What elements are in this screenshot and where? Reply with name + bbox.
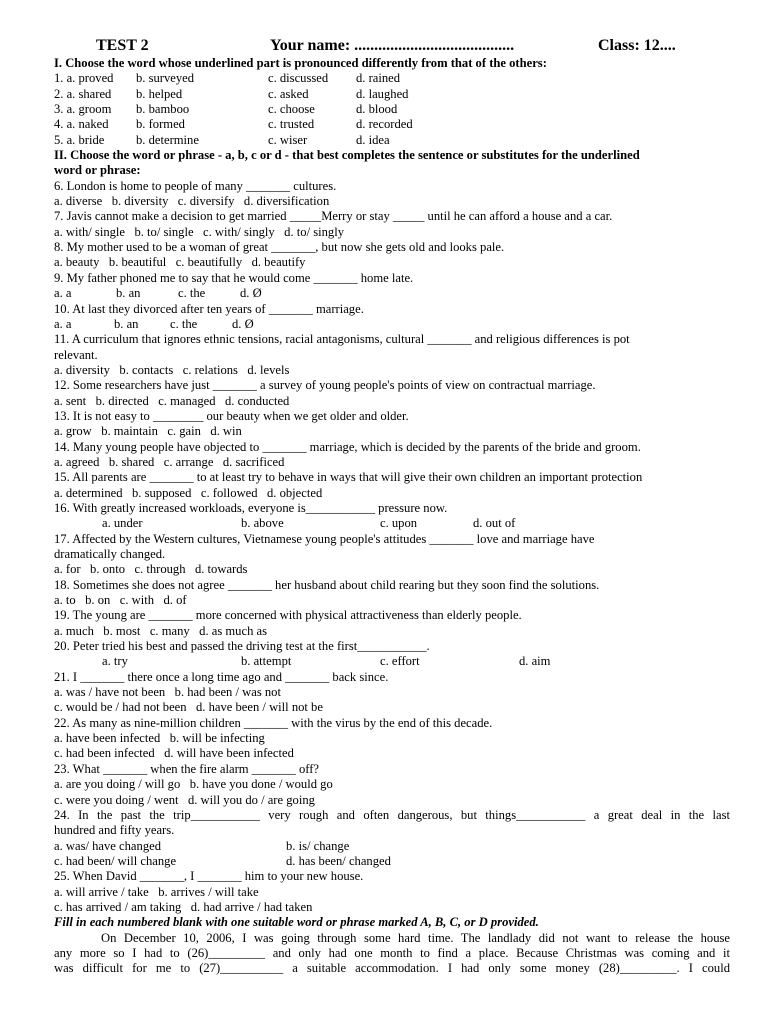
- question-line: 17. Affected by the Western cultures, Vietnamese young people's attitudes _______ love and marriage have: [54, 531, 595, 546]
- options-row: [54, 516, 730, 531]
- answer-option: b. an: [116, 286, 141, 301]
- question-line: 16. With greatly increased workloads, everyone is___________ pressure now.: [54, 500, 448, 515]
- answer-option: b. above: [241, 516, 284, 531]
- question-line: a. sent b. directed c. managed d. conducted: [54, 393, 290, 408]
- question-line: 20. Peter tried his best and passed the driving test at the first___________.: [54, 639, 430, 654]
- options-row: [54, 317, 730, 332]
- phonetics-option: d. rained: [356, 71, 401, 86]
- question-line: 22. As many as nine-million children _______ with the virus by the end of this decade.: [54, 715, 493, 730]
- question-line: 8. My mother used to be a woman of great _______, but now she gets old and looks pale.: [54, 240, 505, 255]
- question-line: a. much b. most c. many d. as much as: [54, 623, 268, 638]
- question-line: a. for b. onto c. through d. towards: [54, 562, 248, 577]
- question-line: 10. At last they divorced after ten years of _______ marriage.: [54, 301, 364, 316]
- question-line: 13. It is not easy to ________ our beauty when we get older and older.: [54, 408, 409, 423]
- question-line: a. diverse b. diversity c. diversify d. diversification: [54, 194, 330, 209]
- question-line: c. had been infected d. will have been infected: [54, 746, 294, 761]
- question-line: hundred and fifty years.: [54, 823, 175, 838]
- section2-title-2: word or phrase:: [54, 163, 141, 178]
- answer-option: a. a: [54, 316, 72, 331]
- question-line: c. has arrived / am taking d. had arrive / had taken: [54, 899, 313, 914]
- phonetics-question: [54, 133, 730, 148]
- phonetics-option: c. asked: [268, 86, 309, 101]
- phonetics-option: b. surveyed: [136, 71, 195, 86]
- answer-option: a. try: [102, 654, 128, 669]
- phonetics-option: b. bamboo: [136, 102, 190, 117]
- answer-option: d. aim: [519, 654, 551, 669]
- phonetics-question: [54, 87, 730, 102]
- question-line: 18. Sometimes she does not agree _______ her husband about child rearing but they soon find the solutions.: [54, 577, 600, 592]
- question-line: 7. Javis cannot make a decision to get married _____Merry or stay _____ until he can afford a house and a car.: [54, 209, 613, 224]
- answer-option: d. Ø: [232, 316, 254, 331]
- answer-option: c. had been/ will change: [54, 853, 177, 868]
- question-line: 12. Some researchers have just _______ a survey of young people's points of view on contractual marriage.: [54, 378, 596, 393]
- options-row: [54, 854, 730, 869]
- question-line: 25. When David _______, I _______ him to your new house.: [54, 869, 364, 884]
- passage-line-3: was difficult for me to (27)__________ a suitable accommodation. I had only some money (28)_________. I could: [54, 961, 730, 976]
- question-line: relevant.: [54, 347, 98, 362]
- question-line: 6. London is home to people of many _______ cultures.: [54, 178, 337, 193]
- class-field: Class: 12....: [598, 37, 676, 54]
- section1-questions: [54, 71, 730, 148]
- question-line: a. have been infected b. will be infecting: [54, 731, 265, 746]
- answer-option: d. out of: [473, 516, 516, 531]
- answer-option: a. a: [54, 286, 72, 301]
- answer-option: b. is/ change: [286, 838, 350, 853]
- answer-option: c. the: [178, 286, 206, 301]
- answer-option: b. an: [114, 316, 139, 331]
- question-line: a. will arrive / take b. arrives / will take: [54, 884, 259, 899]
- name-field: Your name: ........................................: [270, 37, 515, 54]
- phonetics-option: d. blood: [356, 102, 398, 117]
- phonetics-option: c. choose: [268, 102, 315, 117]
- passage-line-1: On December 10, 2006, I was going through some hard time. The landlady did not want to release the house: [101, 930, 730, 945]
- question-line: 11. A curriculum that ignores ethnic tensions, racial antagonisms, cultural _______ and religious differences is pot: [54, 332, 630, 347]
- phonetics-option: c. discussed: [268, 71, 329, 86]
- phonetics-option: 4. a. naked: [54, 117, 109, 132]
- question-line: 23. What _______ when the fire alarm _______ off?: [54, 761, 319, 776]
- phonetics-question: [54, 117, 730, 132]
- question-line: 24. In the past the trip___________ very rough and often dangerous, but things___________ a great deal in the last: [54, 807, 730, 822]
- question-line: c. would be / had not been d. have been / will not be: [54, 700, 323, 715]
- phonetics-option: b. formed: [136, 117, 185, 132]
- question-line: a. grow b. maintain c. gain d. win: [54, 424, 242, 439]
- answer-option: c. upon: [380, 516, 418, 531]
- question-line: 9. My father phoned me to say that he would come _______ home late.: [54, 270, 414, 285]
- answer-option: c. the: [170, 316, 198, 331]
- question-line: 19. The young are _______ more concerned with physical attractiveness than elderly people.: [54, 608, 522, 623]
- question-line: dramatically changed.: [54, 547, 166, 561]
- question-line: 15. All parents are _______ to at least try to behave in ways that will give their own children an important protection: [54, 470, 643, 485]
- question-line: 21. I _______ there once a long time ago and _______ back since.: [54, 669, 389, 684]
- answer-option: d. Ø: [240, 286, 262, 301]
- test-title: TEST 2: [96, 37, 149, 54]
- phonetics-option: c. trusted: [268, 117, 315, 132]
- phonetics-option: c. wiser: [268, 132, 308, 147]
- phonetics-option: d. recorded: [356, 117, 413, 132]
- question-line: a. are you doing / will go b. have you done / would go: [54, 777, 333, 792]
- section2-title-1: II. Choose the word or phrase - a, b, c or d - that best completes the sentence or substitutes for the underlined: [54, 148, 640, 163]
- question-line: 14. Many young people have objected to _______ marriage, which is decided by the parents of the bride and groom.: [54, 439, 641, 454]
- section2-questions: [54, 179, 730, 916]
- phonetics-option: b. helped: [136, 86, 183, 101]
- question-line: a. diversity b. contacts c. relations d. levels: [54, 362, 290, 377]
- phonetics-question: [54, 71, 730, 86]
- phonetics-option: 5. a. bride: [54, 132, 105, 147]
- answer-option: c. effort: [380, 654, 420, 669]
- phonetics-question: [54, 102, 730, 117]
- options-row: [54, 839, 730, 854]
- question-line: a. determined b. supposed c. followed d. objected: [54, 485, 323, 500]
- answer-option: b. attempt: [241, 654, 292, 669]
- question-line: a. with/ single b. to/ single c. with/ singly d. to/ singly: [54, 224, 345, 239]
- section3-title: Fill in each numbered blank with one suitable word or phrase marked A, B, C, or D provided.: [54, 915, 539, 930]
- test-page: [54, 36, 730, 977]
- phonetics-option: d. laughed: [356, 86, 409, 101]
- answer-option: a. was/ have changed: [54, 838, 161, 853]
- answer-option: a. under: [102, 516, 143, 531]
- question-line: a. to b. on c. with d. of: [54, 593, 187, 608]
- options-row: [54, 286, 730, 301]
- options-row: [54, 654, 730, 669]
- phonetics-option: b. determine: [136, 132, 199, 147]
- phonetics-option: 3. a. groom: [54, 102, 112, 117]
- phonetics-option: d. idea: [356, 132, 390, 147]
- phonetics-option: 1. a. proved: [54, 71, 114, 86]
- question-line: a. agreed b. shared c. arrange d. sacrificed: [54, 454, 285, 469]
- question-line: a. was / have not been b. had been / was not: [54, 685, 281, 700]
- question-line: c. were you doing / went d. will you do / are going: [54, 792, 315, 807]
- question-line: a. beauty b. beautiful c. beautifully d. beautify: [54, 255, 306, 270]
- phonetics-option: 2. a. shared: [54, 86, 112, 101]
- answer-option: d. has been/ changed: [286, 853, 391, 868]
- passage-line-2: any more so I had to (26)_________ and only had one month to find a place. Because Christmas was coming and it: [54, 945, 730, 960]
- section1-title: I. Choose the word whose underlined part is pronounced differently from that of the others:: [54, 56, 547, 70]
- test-header: [54, 36, 730, 56]
